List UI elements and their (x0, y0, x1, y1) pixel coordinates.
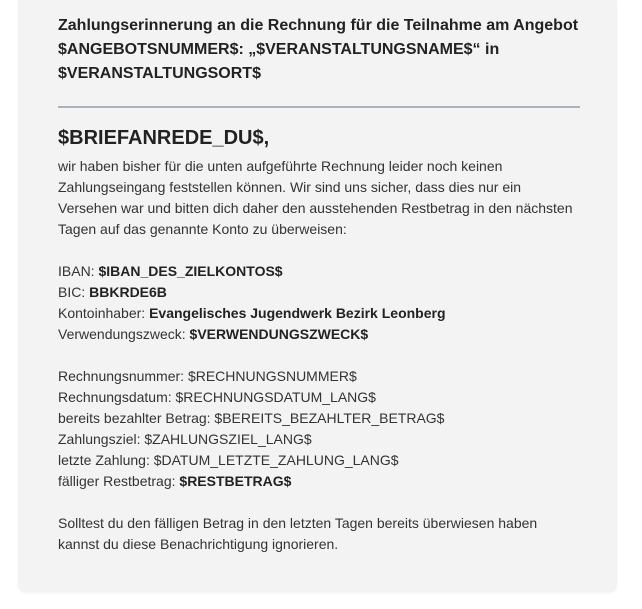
iban-value: $IBAN_DES_ZIELKONTOS$ (98, 263, 283, 279)
email-subject: Zahlungserinnerung an die Rechnung für die Teilnahme am Angebot $ANGEBOTSNUMMER$: „$VERANSTALTUNGSNAME$“ in $VERANSTALTUNGSORT$ (58, 17, 579, 82)
iban-row (58, 261, 580, 282)
purpose-value: $VERWENDUNGSZWECK$ (189, 326, 369, 342)
paid-amount-line: bereits bezahlter Betrag: $BEREITS_BEZAHLTER_BETRAG$ (58, 410, 445, 426)
email-card (18, 0, 617, 592)
iban-label: IBAN: (58, 263, 99, 279)
bic-label: BIC: (58, 284, 90, 300)
holder-value: Evangelisches Jugendwerk Bezirk Leonberg (149, 305, 446, 321)
remaining-label: fälliger Restbetrag: (58, 473, 180, 489)
purpose-row (58, 324, 580, 345)
holder-label: Kontoinhaber: (58, 305, 150, 321)
bank-details (58, 261, 580, 345)
holder-row (58, 303, 580, 324)
closing-paragraph: Solltest du den fälligen Betrag in den letzten Tagen bereits überwiesen haben kannst du diese Benachrichtigung ignorieren. (58, 515, 538, 552)
invoice-details (58, 366, 580, 492)
last-payment-line: letzte Zahlung: $DATUM_LETZTE_ZAHLUNG_LANG$ (58, 452, 399, 468)
remaining-value: $RESTBETRAG$ (179, 473, 292, 489)
bic-row (58, 282, 580, 303)
email-content (58, 14, 580, 555)
invoice-number-line: Rechnungsnummer: $RECHNUNGSNUMMER$ (58, 368, 357, 384)
invoice-date-line: Rechnungsdatum: $RECHNUNGSDATUM_LANG$ (58, 389, 376, 405)
remaining-row (58, 471, 580, 492)
purpose-label: Verwendungszweck: (58, 326, 190, 342)
salutation: $BRIEFANREDE_DU$, (58, 127, 270, 149)
intro-paragraph: wir haben bisher für die unten aufgeführte Rechnung leider noch keinen Zahlungseingang feststellen können. Wir sind uns sicher, dass dies nur ein Versehen war und bitten dich daher den ausstehenden Restbetrag in den nächsten Tagen auf das genannte Konto zu überweisen: (58, 158, 573, 237)
divider (58, 106, 580, 108)
due-date-line: Zahlungsziel: $ZAHLUNGSZIEL_LANG$ (58, 431, 312, 447)
bic-value: BBKRDE6B (89, 284, 167, 300)
